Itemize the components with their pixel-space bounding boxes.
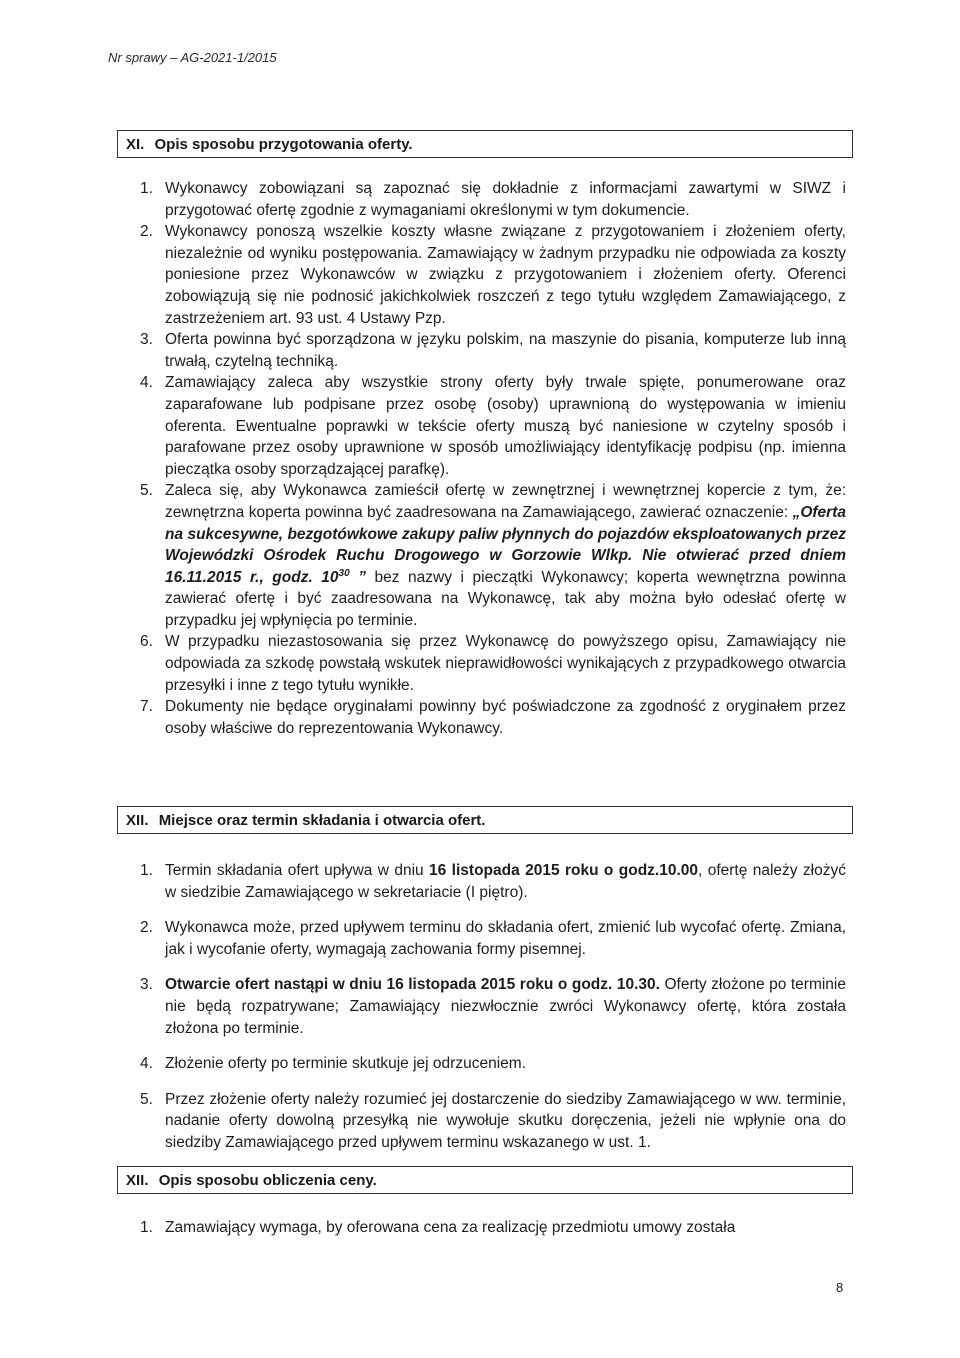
section-title: Miejsce oraz termin składania i otwarcia ofert. [158, 812, 486, 829]
section-title: Opis sposobu przygotowania oferty. [154, 136, 413, 153]
list-item: 4. Zamawiający zaleca aby wszystkie strony oferty były trwale spięte, ponumerowane oraz zaparafowane lub podpisane przez osobę (osoby) uprawnioną do występowania w imieniu oferenta. Ewentualne poprawki w tekście oferty muszą być naniesione w czytelny sposób i parafowane przez osoby uprawnione w sposób umożliwiający identyfikację podpisu (np. imienna pieczątka osoby sporządzającej parafkę). [140, 374, 846, 478]
case-reference: Nr sprawy – AG-2021-1/2015 [108, 50, 277, 65]
section-xii-header [117, 806, 853, 834]
section-xii-price-list [140, 1217, 846, 1239]
list-item: 1. Termin składania ofert upływa w dniu 16 listopada 2015 roku o godz.10.00, ofertę należy złożyć w siedzibie Zamawiającego w sekretariacie (I piętro). [140, 862, 846, 901]
envelope-marking: „Oferta na sukcesywne, bezgotówkowe zakupy paliw płynnych do pojazdów eksploatowanych przez Wojewódzki Ośrodek Ruchu Drogowego w Gorzowie Wlkp. Nie otwierać przed dniem 16.11.2015 r., godz. 10 [165, 503, 846, 586]
list-item: 3. Oferta powinna być sporządzona w języku polskim, na maszynie do pisania, komputerze lub inną trwałą, czytelną techniką. [140, 331, 846, 370]
list-item: 1. Wykonawcy zobowiązani są zapoznać się dokładnie z informacjami zawartymi w SIWZ i przygotować ofertę zgodnie z wymaganiami określonymi w tym dokumencie. [140, 180, 846, 219]
section-xii-list [140, 860, 846, 1168]
list-item: 4. Złożenie oferty po terminie skutkuje jej odrzuceniem. [140, 1055, 526, 1073]
section-xii-price-header [117, 1166, 853, 1194]
section-number: XII. [126, 1172, 149, 1189]
section-xi-header [117, 130, 853, 158]
list-item: 5. Przez złożenie oferty należy rozumieć jej dostarczenie do siedziby Zamawiającego w ww. terminie, nadanie oferty dowolną przesyłką nie wywołuje skutku doręczenia, jeżeli nie wpłynie ona do siedziby Zamawiającego przed upływem terminu wskazanego w ust. 1. [140, 1090, 846, 1151]
list-item: 2. Wykonawcy ponoszą wszelkie koszty własne związane z przygotowaniem i złożeniem oferty, niezależnie od wyniku postępowania. Zamawiający w żadnym przypadku nie odpowiada za koszty poniesione przez Wykonawców w związku z przygotowaniem i złożeniem oferty. Oferenci zobowiązują się nie podnosić jakichkolwiek roszczeń z tego tytułu względem Zamawiającego, z zastrzeżeniem art. 93 ust. 4 Ustawy Pzp. [140, 223, 846, 327]
list-item: 7. Dokumenty nie będące oryginałami powinny być poświadczone za zgodność z oryginałem przez osoby właściwe do reprezentowania Wykonawcy. [140, 698, 846, 737]
section-number: XII. [126, 812, 149, 829]
list-item: 5. Zaleca się, aby Wykonawca zamieścił ofertę w zewnętrznej i wewnętrznej kopercie z tym, że: zewnętrzna koperta powinna być zaadresowana na Zamawiającego, zawierać oznaczenie: „Oferta na sukcesywne, bezgotówkowe zakupy paliw płynnych do pojazdów eksploatowanych przez Wojewódzki Ośrodek Ruchu Drogowego w Gorzowie Wlkp. Nie otwierać przed dniem 16.11.2015 r., godz. $10^{30}$ ” bez nazwy i pieczątki Wykonawcy; koperta wewnętrzna powinna zawierać ofertę i być zaadresowana na Wykonawcę, tak aby można było odesłać ofertę w przypadku jej wpłynięcia po terminie. [140, 482, 846, 629]
list-item: 2. Wykonawca może, przed upływem terminu do składania ofert, zmienić lub wycofać ofertę. Zmiana, jak i wycofanie oferty, wymagają zachowania formy pisemnej. [140, 919, 846, 958]
list-item: 3. Otwarcie ofert nastąpi w dniu 16 listopada 2015 roku o godz. 10.30. Oferty złożone po terminie nie będą rozpatrywane; Zamawiający niezwłocznie zwróci Wykonawcy ofertę, która została złożona po terminie. [140, 976, 846, 1037]
list-item: 1. Zamawiający wymaga, by oferowana cena za realizację przedmiotu umowy została [140, 1219, 736, 1236]
section-title: Opis sposobu obliczenia ceny. [158, 1172, 377, 1189]
page-number: 8 [836, 1280, 844, 1295]
section-xi-list [140, 178, 846, 739]
list-item: 6. W przypadku niezastosowania się przez Wykonawcę do powyższego opisu, Zamawiający nie odpowiada za szkodę powstałą wskutek nieprawidłowości wynikających z przypadkowego otwarcia przesyłki i inne z tego tytułu wynikłe. [140, 633, 846, 694]
section-number: XI. [126, 136, 145, 153]
